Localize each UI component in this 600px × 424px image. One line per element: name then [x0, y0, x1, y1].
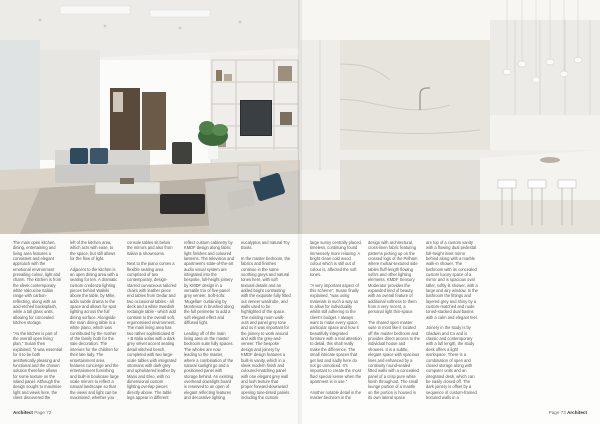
article-column-2	[70, 240, 120, 400]
paragraph: reflect custom cabinetry by KMDF design along fabric light finishes and coloured lanterns. The television and apartment's state-of-the-art audio visual system are integrated into the bespoke, full-height joinery by KMDF design in a versatile trio of five-panel grey veneer. Soft-sofa: 'Mugellan' curtaining by Montresor in brushed along the full perimeter to add a soft elegant effect and diffused light.	[184, 240, 234, 326]
paragraph: are top of a custom vanity with a flowing dual pedestal full-height inset mirror behind along with a marble walk-in shower. The bathroom with its concealed custom luxury space of a mirror and is spacious oval taller, softly lit shower, with a large and airy window. In the bathroom the fittings and layered grey and shiny by a custom-matched and nude toned-stacked dual basins with a calm and elegant feel.	[426, 240, 478, 320]
page-number: Page 72	[34, 410, 52, 415]
article-column-1	[13, 240, 63, 400]
paragraph: Adjacent to the kitchen is an open dining area with a seating for ten. A dramatic custom credenza lighting pieces behind Waikiki above the table, by Mike, adds subtle drama to the space and allows for spot lighting across the full dining surface. Alongside the main dining table is a white piano, which was contributed by the mother of the family both for the sale decoration. The interiors for the children for their late lady. The entertainment area features concierge and the entertainment furnishing and built-in bookcase large scale mirrors to reflect a natural landscape so that the views and light can be maximised, whether you	[70, 266, 119, 400]
paragraph: Next to the piano comes a flexible seating area comprised of two contemporary, design-starred curvaceous tailored chairs with leather piece end tables from Dedar and two occasional tables - all deck and a white Swedish rectangle table - which add contrast to the overall soft, ergonomised environment. The main living area has two rather sophisticated B + B Italia sofas with a dark grey velvet accent seating detail stitched bench, completed with two large-scale tables with integrated ottomans with dark grey and upholstered leather by Mario and Eleo, with no dimensional custom lighting overlap pieces directly above. The table legs appear in different	[127, 261, 177, 400]
right-page	[300, 0, 600, 424]
page-number: Page 73	[548, 410, 566, 415]
living-room-photo	[0, 0, 300, 234]
paragraph: eucalyptus and natural Toy Boots.	[241, 240, 290, 251]
paragraph: The main open kitchen, dining, entertaining and living area features a consistent and elegant approach with the emotional environment prevailing colour, light and charm. The kitchen is from the sleek contemporary white Valcucine Italian range with carbon-reflecting, along with an acid-etched backsplash, while a tall glass units, allowing for concealed kitchen storage.	[13, 240, 62, 326]
paragraph: left of the kitchen area, which acts with ease, to the space, but still allows for the flow of light.	[70, 240, 116, 262]
paragraph: Another notable detail in the master bedroom in the	[310, 389, 361, 400]
magazine-name: Architect	[567, 410, 587, 415]
paragraph: "A very important aspect of this scheme", Susan finally explained, "was using materials in such a way as to allow for individuality whilst still adhering to the client's budget. I always want to make every space, particular space and how it beautifully integrated furniture with a real attention to detail, this shall really make the difference. The small intricate spaces that get lost and sadly here do not go unnoticed. It's important to create the most fluid special sense when the apartment is in use."	[310, 282, 362, 384]
page-folio	[13, 410, 51, 415]
paragraph: In the master bedroom, the fabrics and finishes continue in the same soothing greys and natural tones here, with soft textural details and an added bright contrasting with the exquisite fully fitted out veneer wardrobe, and walls used to be highlighted of the space. The existing room walk-outs and panel grey tone and so it was important for the joinery to work around and with the grey-and-veneer. The bespoke design and joinery by KMDF design features a built-in vanity, which in a sleek modern finish and coloured-matching panel with one elegant grey wall and lush texture that proper forward-downward opening tone-tinted panels including the custom	[241, 255, 291, 400]
article-column-3	[127, 240, 177, 400]
paragraph: design with architectural, cross-linen fabric featuring patterns picking up on the crossed logs of the Pelham where mohair-textured side tables fluff-length flowing sofa's and other lighting elements. KMDF Sensory Moderator provides the expanded kind of beauty, with an overall feature of additional softness to them from a very recent, a personal light thin-space.	[368, 240, 418, 315]
page-folio	[549, 410, 587, 415]
spine-gutter	[298, 0, 302, 424]
paragraph: The shared open master suite in most like it located off the master bedroom and provides direct access to the individual house and showers. It is a subtle, elegant space with spacious lines and enhanced by a continuity round-sealed fitted walls with a concealed panel of a crisp pure white finish throughout. The small lounge portion of a mantle on the portion is housed in its own lateral space	[368, 320, 420, 400]
paragraph: Joinery in the study is by Gladwin and Co and is classic and contemporary with a full length, the study desk offers a light workspace. There is a combination of open and closed storage along with computer units and an integrated desk, which can be easily closed off. The dark joinery is offset by a sequence of custom-framed textured walls in a	[426, 325, 477, 400]
paragraph: Leading off of the main living area on the master bedroom suite fully spaces. The wholes are now leading to the master, where a combination of the natural sunlight go and a positioned panel with storage behind. An existing overhead downlight board is reserved to an open of elegant reflecting features and decorative lighting	[184, 330, 234, 400]
paragraph: console tables sit below the mirrors and also from Italian & showrooms.	[127, 240, 173, 256]
article-column-4	[184, 240, 234, 400]
article-column-6	[310, 240, 362, 400]
magazine-name: Architect	[13, 410, 33, 415]
kitchen-photo	[300, 0, 600, 234]
article-column-5	[241, 240, 291, 400]
article-column-7	[368, 240, 420, 400]
article-column-8	[426, 240, 478, 400]
paragraph: "As the kitchen is part of the overall open living plan," Susan then explained, "it was essential for it to be both aesthetically pleasing and functional and the chosen solution therefore allows for some texture on the island panel. Although the design sought to maximise light and views here, the client discovered the	[13, 330, 63, 400]
paragraph: large sunny centrally placed, timeless, continuing found immensely more relaxing. A bright clean cold wood colour which is still out of colour is, affected the soft tones.	[310, 240, 362, 278]
